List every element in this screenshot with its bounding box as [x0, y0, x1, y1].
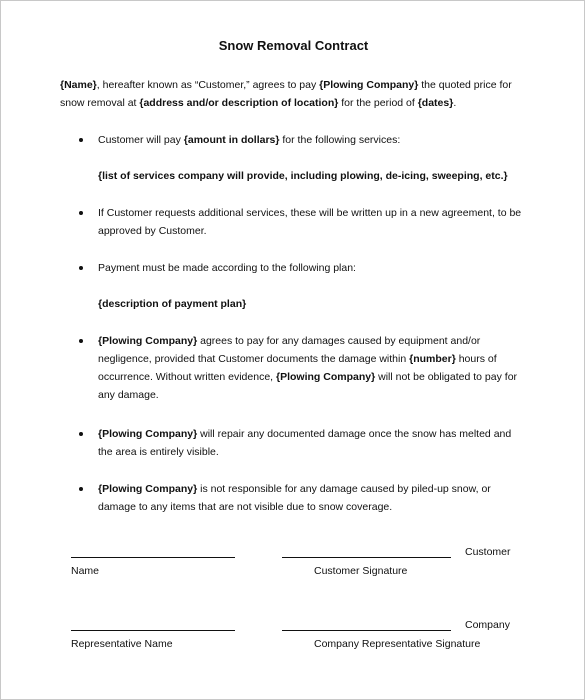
bullet-item-payment-amount [98, 131, 528, 149]
amount-placeholder: {amount in dollars} [183, 134, 280, 146]
intro-paragraph [60, 76, 528, 112]
bullet-dot [79, 487, 83, 491]
payment-plan-placeholder: {description of payment plan} [98, 298, 247, 310]
bullet-dot [79, 266, 83, 270]
bullet-text: will not be obligated to pay for any damage. [98, 371, 518, 401]
bullet-item-liability [98, 480, 528, 516]
name-label: Name [71, 565, 100, 577]
bullet-dot [79, 211, 83, 215]
page-title: Snow Removal Contract [218, 38, 369, 53]
bullet-text: will repair any documented damage once the snow has melted and the area is entirely visible. [98, 428, 512, 458]
bullet-dot [79, 339, 83, 343]
customer-signature-line[interactable] [282, 557, 451, 558]
company-placeholder: {Plowing Company} [276, 371, 376, 383]
company-placeholder: {Plowing Company} [98, 483, 198, 495]
intro-text-1: , hereafter known as “Customer,” agrees to pay [96, 79, 320, 91]
bullet-item-payment-plan: Payment must be made according to the following plan: [98, 262, 356, 274]
intro-text-4: . [453, 97, 457, 109]
number-placeholder: {number} [409, 353, 456, 365]
company-placeholder: {Plowing Company} [98, 335, 198, 347]
company-signature-label: Company Representative Signature [314, 638, 481, 650]
customer-name-line[interactable] [71, 557, 235, 558]
bullet-dot [79, 138, 83, 142]
bullet-item-damages [98, 332, 528, 404]
customer-signature-label: Customer Signature [314, 565, 408, 577]
company-placeholder: {Plowing Company} [98, 428, 198, 440]
company-signature-line[interactable] [282, 630, 451, 631]
services-list-placeholder: {list of services company will provide, including plowing, de-icing, sweeping, etc.} [98, 170, 508, 182]
customer-tag: Customer [465, 546, 511, 558]
representative-name-line[interactable] [71, 630, 235, 631]
company-placeholder: {Plowing Company} [319, 79, 419, 91]
bullet-item-repair [98, 425, 528, 461]
intro-text-2: the quoted price for snow removal at [60, 79, 512, 109]
bullet-text: is not responsible for any damage caused by piled-up snow, or damage to any items that are not visible due to snow coverage. [98, 483, 491, 513]
bullet-text: for the following services: [279, 134, 401, 146]
name-placeholder: {Name} [60, 79, 97, 91]
bullet-text: Customer will pay [98, 134, 184, 146]
bullet-text: hours of occurrence. Without written evidence, [98, 353, 497, 383]
dates-placeholder: {dates} [417, 97, 454, 109]
address-placeholder: {address and/or description of location} [139, 97, 339, 109]
bullet-item-additional-services: If Customer requests additional services, these will be written up in a new agreement, to be approved by Customer. [98, 207, 522, 237]
representative-name-label: Representative Name [71, 638, 173, 650]
intro-text-3: for the period of [338, 97, 418, 109]
bullet-text: agrees to pay for any damages caused by equipment and/or negligence, provided that Customer documents the damage within [98, 335, 481, 365]
bullet-dot [79, 432, 83, 436]
company-tag: Company [465, 619, 510, 631]
